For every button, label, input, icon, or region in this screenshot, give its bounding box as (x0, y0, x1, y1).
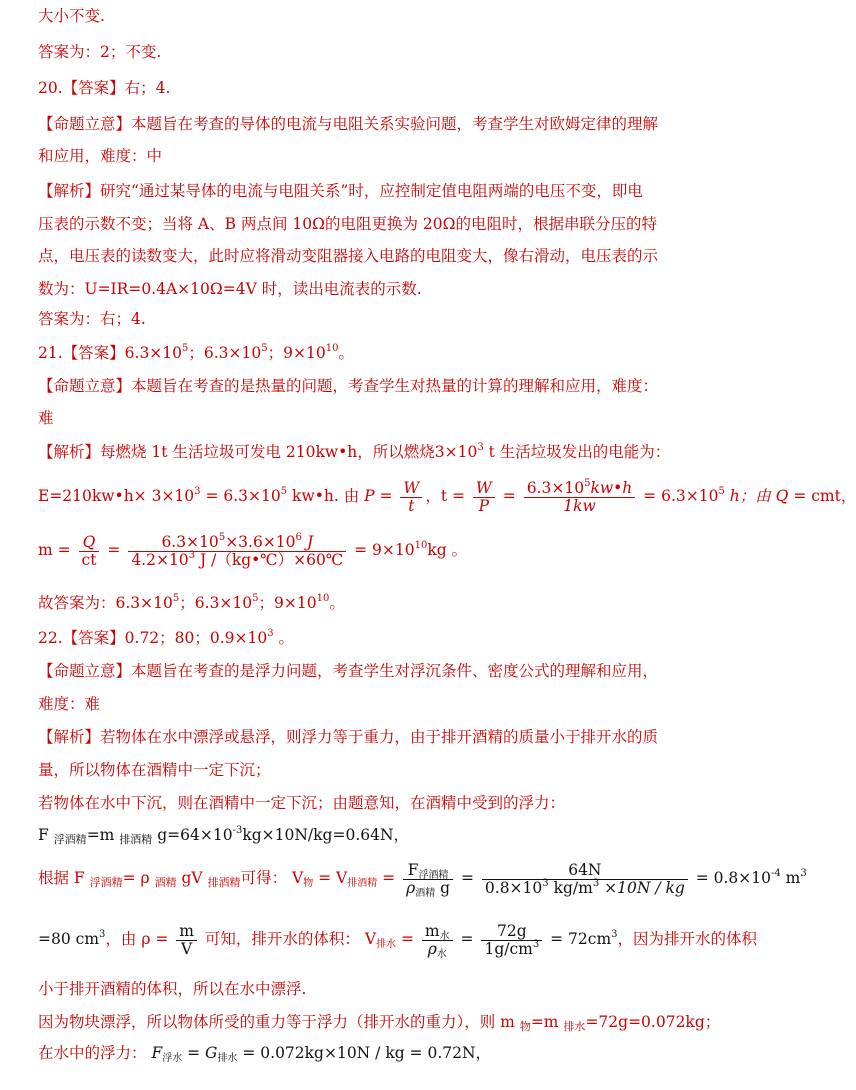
fraction: $\frac{6.3\times 10^5kw•h}{1kw}$ (524, 480, 636, 515)
equation-line: 在水中的浮力： $F_{浮水} = G_{排水} = 0.072kg\times 10N$ / kg = 0.72N， (38, 1044, 492, 1064)
text-line: 压表的示数不变；当将 A、B 两点间 10Ω的电阻更换为 20Ω的电阻时，根据串联分压的特 (38, 215, 657, 233)
fraction: $\frac{W}{t}$ (400, 480, 422, 515)
text-line: 难度：难 (38, 695, 101, 713)
answer-22: 22.【答案】0.72；80；$0.9\times 10^3$ 。 (38, 628, 295, 647)
answer-20: 20.【答案】右；4. (38, 79, 171, 97)
text-line: 量，所以物体在酒精中一定下沉； (38, 761, 271, 779)
text-line: 若物体在水中下沉，则在酒精中一定下沉；由题意知，在酒精中受到的浮力： (38, 794, 566, 812)
text-line: 【命题立意】本题旨在考查的导体的电流与电阻关系实验问题，考查学生对欧姆定律的理解 (38, 115, 659, 133)
fraction: $\frac{Q}{ct}$ (79, 534, 100, 569)
equation-line: E=210kw•h× $3\times 10^3 = 6.3\times 10^5$ kw•h. 由 P = $\frac{W}{t}$ ，t = $\frac{W}{P}$ = $\frac{6.3\times 10^5kw•h}{1kw}$ = $6.3\times 10^5$ h；由 Q = cmt， (38, 477, 856, 515)
text-line: 故答案为：$6.3\times 10^5$；$6.3\times 10^5$；$9\times 10^{10}$。 (38, 593, 345, 612)
text-line: 【解析】研究“通过某导体的电流与电阻关系”时，应控制定值电阻两端的电压不变，即电 (38, 182, 643, 200)
fraction: $\frac{m}{V}$ (176, 923, 197, 958)
text-line: 答案为：右；4. (38, 310, 146, 328)
fraction: $\frac{72g}{1g/cm^3}$ (481, 923, 542, 958)
text-line: 【解析】每燃烧 1t 生活垃圾可发电 210kw•h，所以燃烧$3\times 10^3$ t 生活垃圾发出的电能为： (38, 442, 671, 461)
text-line: 因为物块漂浮，所以物体所受的重力等于浮力（排开水的重力），则 m $_物$=m $_{排水}$=72g=0.072kg； (38, 1013, 721, 1033)
fraction: $\frac{64N}{0.8\times 10^3 kg/m^3 \times 10N / kg}$ (482, 862, 688, 897)
text-line: 难 (38, 409, 54, 427)
text-line: 小于排开酒精的体积，所以在水中漂浮. (38, 980, 307, 998)
fraction: $\frac{m_水}{\rho_水}$ (422, 923, 453, 958)
fraction: $\frac{F_{浮酒精}}{\rho_{酒精} g}$ (403, 862, 453, 897)
text-line: 和应用，难度：中 (38, 147, 163, 165)
answer-21: 21.【答案】$6.3\times 10^5$；$6.3\times 10^5$；$9\times 10^{10}$。 (38, 343, 354, 362)
text-line: 点，电压表的读数变大，此时应将滑动变阻器接入电路的电阻变大，像右滑动，电压表的示 (38, 247, 659, 265)
equation-line: m = $\frac{Q}{ct}$ = $\frac{6.3\times 10^5\times 3.6\times 10^6 J}{4.2\times 10^3 J /(kg•℃)\times 60℃}$ = $9\times 10^{10}kg$ 。 (38, 531, 468, 569)
text-line: 大小不变. (38, 7, 105, 25)
equation-line: =80 $cm^3$，由 ρ = $\frac{m}{V}$ 可知，排开水的体积： $V_{排水}$ = $\frac{m_水}{\rho_水}$ = $\frac{72g}{1g/cm^3}$ = $72cm^3$，因为排开水的体积 (38, 921, 758, 960)
text-line: 答案为：2；不变. (38, 43, 162, 61)
text-line: 【解析】若物体在水中漂浮或悬浮，则浮力等于重力，由于排开酒精的质量小于排开水的质 (38, 728, 659, 746)
text-line: 【命题立意】本题旨在考查的是浮力问题，考查学生对浮沉条件、密度公式的理解和应用， (38, 662, 659, 680)
equation-line: F $_{浮酒精}$=m $_{排酒精}$ $g=64\times 10^{-3}kg\times 10N/kg=0.64N$， (38, 825, 410, 846)
text-line: 数为：U=IR=0.4A×10Ω=4V 时，读出电流表的示数. (38, 280, 422, 298)
fraction: $\frac{6.3\times 10^5\times 3.6\times 10^6 J}{4.2\times 10^3 J /(kg•℃)\times 60℃}$ (128, 534, 346, 569)
fraction: $\frac{W}{P}$ (473, 480, 495, 515)
equation-line: 根据 F $_{浮酒精}$= ρ $_{酒精}$ gV $_{排酒精}$可得： $V_物 = V_{排酒精}$ = $\frac{F_{浮酒精}}{\rho_{酒精} g}$ = $\frac{64N}{0.8\times 10^3 kg/m^3 \times 10N / kg}$ = $0.8\times 10^{-4}$ $m^3$ (38, 860, 807, 899)
text-line: 【命题立意】本题旨在考查的是热量的问题，考查学生对热量的计算的理解和应用，难度： (38, 377, 659, 395)
